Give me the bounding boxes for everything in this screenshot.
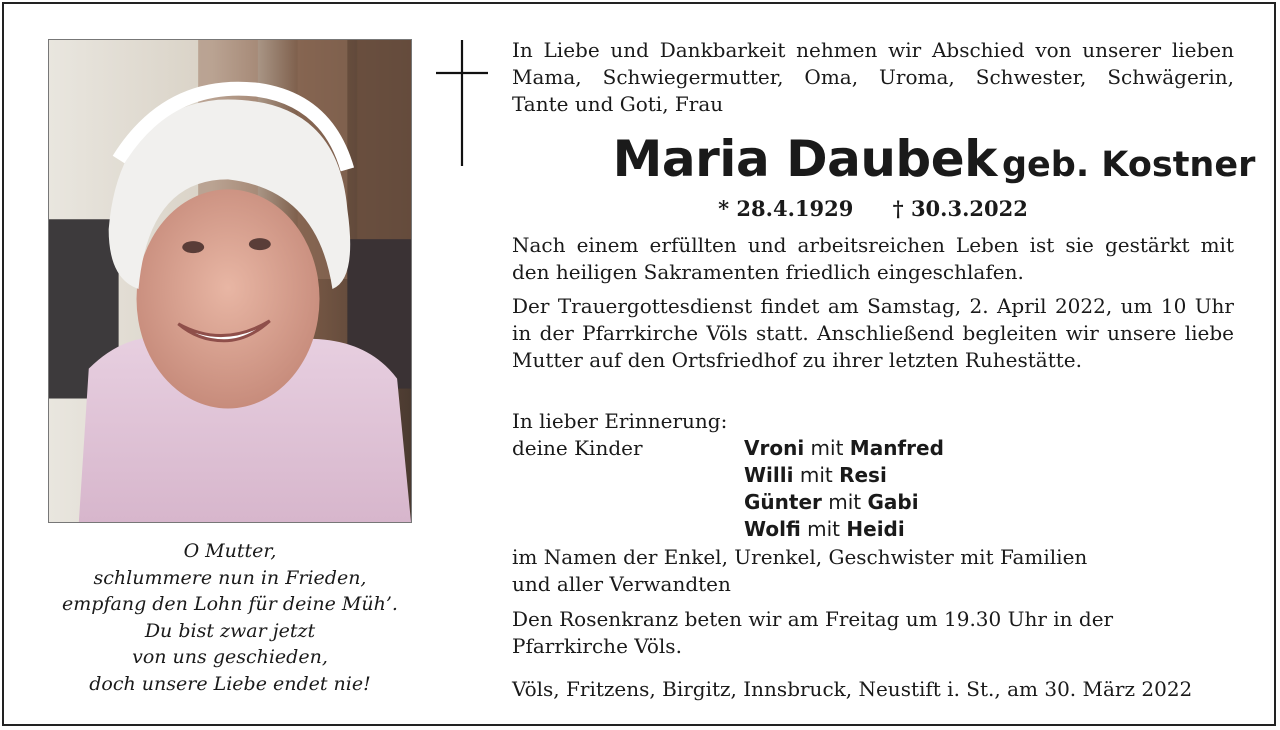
children-list [744, 435, 944, 543]
poem-line: doch unsere Liebe endet nie! [89, 672, 371, 695]
family-line: und aller Verwandten [512, 572, 731, 596]
portrait-photo [48, 39, 412, 523]
family-line: im Namen der Enkel, Urenkel, Geschwister mit Familien [512, 545, 1088, 569]
poem-line: empfang den Lohn für deine Müh’. [62, 593, 398, 615]
intro-line: In Liebe und Dankbarkeit nehmen wir Abschied von unserer lieben [512, 38, 1234, 62]
poem-line: Du bist zwar jetzt [144, 619, 316, 642]
rosary-paragraph: Den Rosenkranz beten wir am Freitag um 19.30 Uhr in der Pfarrkirche Völs. [512, 607, 1114, 658]
partner-name: Manfred [849, 436, 944, 460]
child-name: Willi [744, 463, 794, 487]
child-name: Vroni [744, 436, 805, 460]
child-entry [744, 462, 944, 489]
life-dates [512, 196, 1234, 221]
connector: mit [799, 463, 833, 487]
children-label: deine Kinder [512, 436, 643, 460]
full-name: Maria Daubek [612, 130, 997, 188]
birth-name: geb. Kostner [1001, 145, 1256, 185]
cross-icon [434, 38, 490, 168]
intro-line: Tante und Goti, Frau [512, 92, 724, 116]
connector: mit [807, 517, 841, 541]
child-name: Wolfi [744, 517, 801, 541]
portrait-image [49, 40, 411, 522]
intro-text [512, 37, 1234, 118]
death-date: † 30.3.2022 [892, 196, 1028, 221]
intro-line: Mama, Schwiegermutter, Oma, Uroma, Schwester, Schwägerin, [512, 65, 1234, 89]
memorial-poem [34, 538, 426, 697]
life-paragraph: Nach einem erfüllten und arbeitsreichen Leben ist sie gestärkt mit den heiligen Sakramenten friedlich eingeschlafen. [512, 233, 1234, 284]
partner-name: Resi [839, 463, 887, 487]
remembrance-label: In lieber Erinnerung: [512, 409, 728, 433]
obituary-card [2, 2, 1276, 726]
child-entry [744, 516, 944, 543]
child-entry [744, 435, 944, 462]
partner-name: Heidi [846, 517, 905, 541]
family-block [512, 544, 1234, 598]
child-entry [744, 489, 944, 516]
service-paragraph: Der Trauergottesdienst findet am Samstag, 2. April 2022, um 10 Uhr in der Pfarrkirche Völs statt. Anschließend begleiten wir unsere liebe Mutter auf den Ortsfriedhof zu ihrer letzten Ruhestätte. [512, 294, 1234, 372]
poem-line: schlummere nun in Frieden, [93, 566, 367, 589]
poem-line: O Mutter, [183, 540, 277, 562]
signature-line: Völs, Fritzens, Birgitz, Innsbruck, Neustift i. St., am 30. März 2022 [512, 677, 1193, 701]
birth-date: * 28.4.1929 [718, 196, 854, 221]
partner-name: Gabi [867, 490, 919, 514]
poem-line: von uns geschieden, [132, 646, 328, 668]
connector: mit [828, 490, 862, 514]
deceased-name [494, 130, 1280, 188]
child-name: Günter [744, 490, 822, 514]
connector: mit [810, 436, 844, 460]
